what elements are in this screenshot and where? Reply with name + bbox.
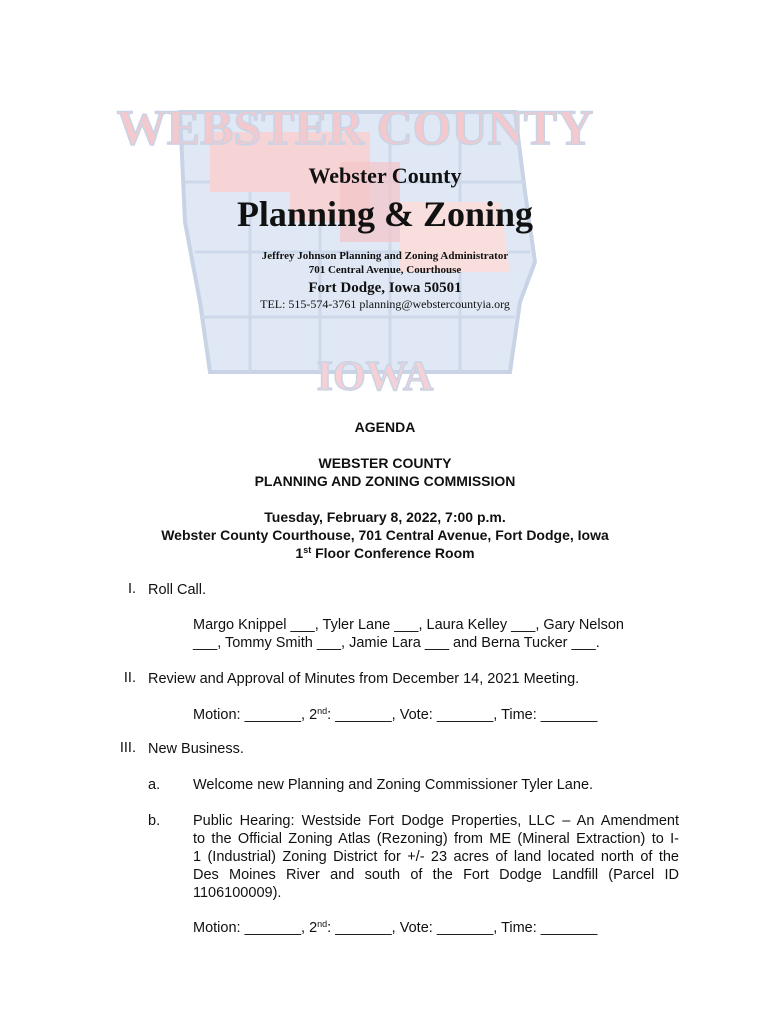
letterhead-city: Fort Dodge, Iowa 50501 [308, 280, 462, 296]
meeting-date: Tuesday, February 8, 2022, 7:00 p.m. [264, 509, 506, 525]
sub-item-label: a. [148, 777, 161, 793]
meeting-location: Webster County Courthouse, 701 Central Avenue, Fort Dodge, Iowa [161, 527, 609, 543]
sub-item-welcome: Welcome new Planning and Zoning Commissioner Tyler Lane. [193, 777, 594, 793]
letterhead-county: Webster County [308, 163, 462, 188]
item-title-roll-call: Roll Call. [148, 582, 207, 598]
item-title-new-business: New Business. [148, 741, 244, 757]
roll-call-line: Margo Knippel ___, Tyler Lane ___, Laura Kelley ___, Gary Nelson [193, 617, 624, 633]
hearing-line: 1106100009). [193, 885, 282, 901]
org-line-2: PLANNING AND ZONING COMMISSION [254, 473, 516, 489]
watermark-county-text: WEBSTER COUNTY [116, 99, 594, 155]
watermark-state-text: IOWA [316, 354, 434, 400]
hearing-line: Public Hearing: Westside Fort Dodge Properties, LLC – An Amendment [193, 813, 679, 829]
hearing-line: Des Moines River and south of the Fort Dodge Landfill (Parcel ID [193, 867, 679, 883]
motion-line: Motion: _______, 2nd: _______, Vote: _______, Time: _______ [193, 919, 598, 936]
letterhead-administrator: Jeffrey Johnson Planning and Zoning Administrator [261, 250, 509, 262]
letterhead-title: Planning & Zoning [236, 194, 534, 234]
agenda-heading: AGENDA [354, 419, 416, 435]
org-line-1: WEBSTER COUNTY [318, 455, 452, 471]
motion-line: Motion: _______, 2nd: _______, Vote: _______, Time: _______ [193, 706, 598, 723]
item-number: II. [123, 670, 136, 686]
sub-item-label: b. [148, 813, 161, 829]
meeting-room: 1st Floor Conference Room [295, 545, 475, 561]
item-title-minutes: Review and Approval of Minutes from December 14, 2021 Meeting. [148, 671, 580, 687]
county-logo-watermark [116, 72, 594, 402]
hearing-line: 1 (Industrial) Zoning District for +/- 23 acres of land located north of the [193, 849, 679, 865]
item-number: I. [127, 581, 136, 597]
letterhead-contact: TEL: 515-574-3761 planning@webstercountyia.org [260, 297, 510, 311]
item-number: III. [119, 740, 136, 756]
letterhead-address: 701 Central Avenue, Courthouse [308, 264, 462, 276]
roll-call-line: ___, Tommy Smith ___, Jamie Lara ___ and Berna Tucker ___. [193, 635, 600, 651]
hearing-line: to the Official Zoning Atlas (Rezoning) from ME (Mineral Extraction) to I- [193, 831, 679, 847]
